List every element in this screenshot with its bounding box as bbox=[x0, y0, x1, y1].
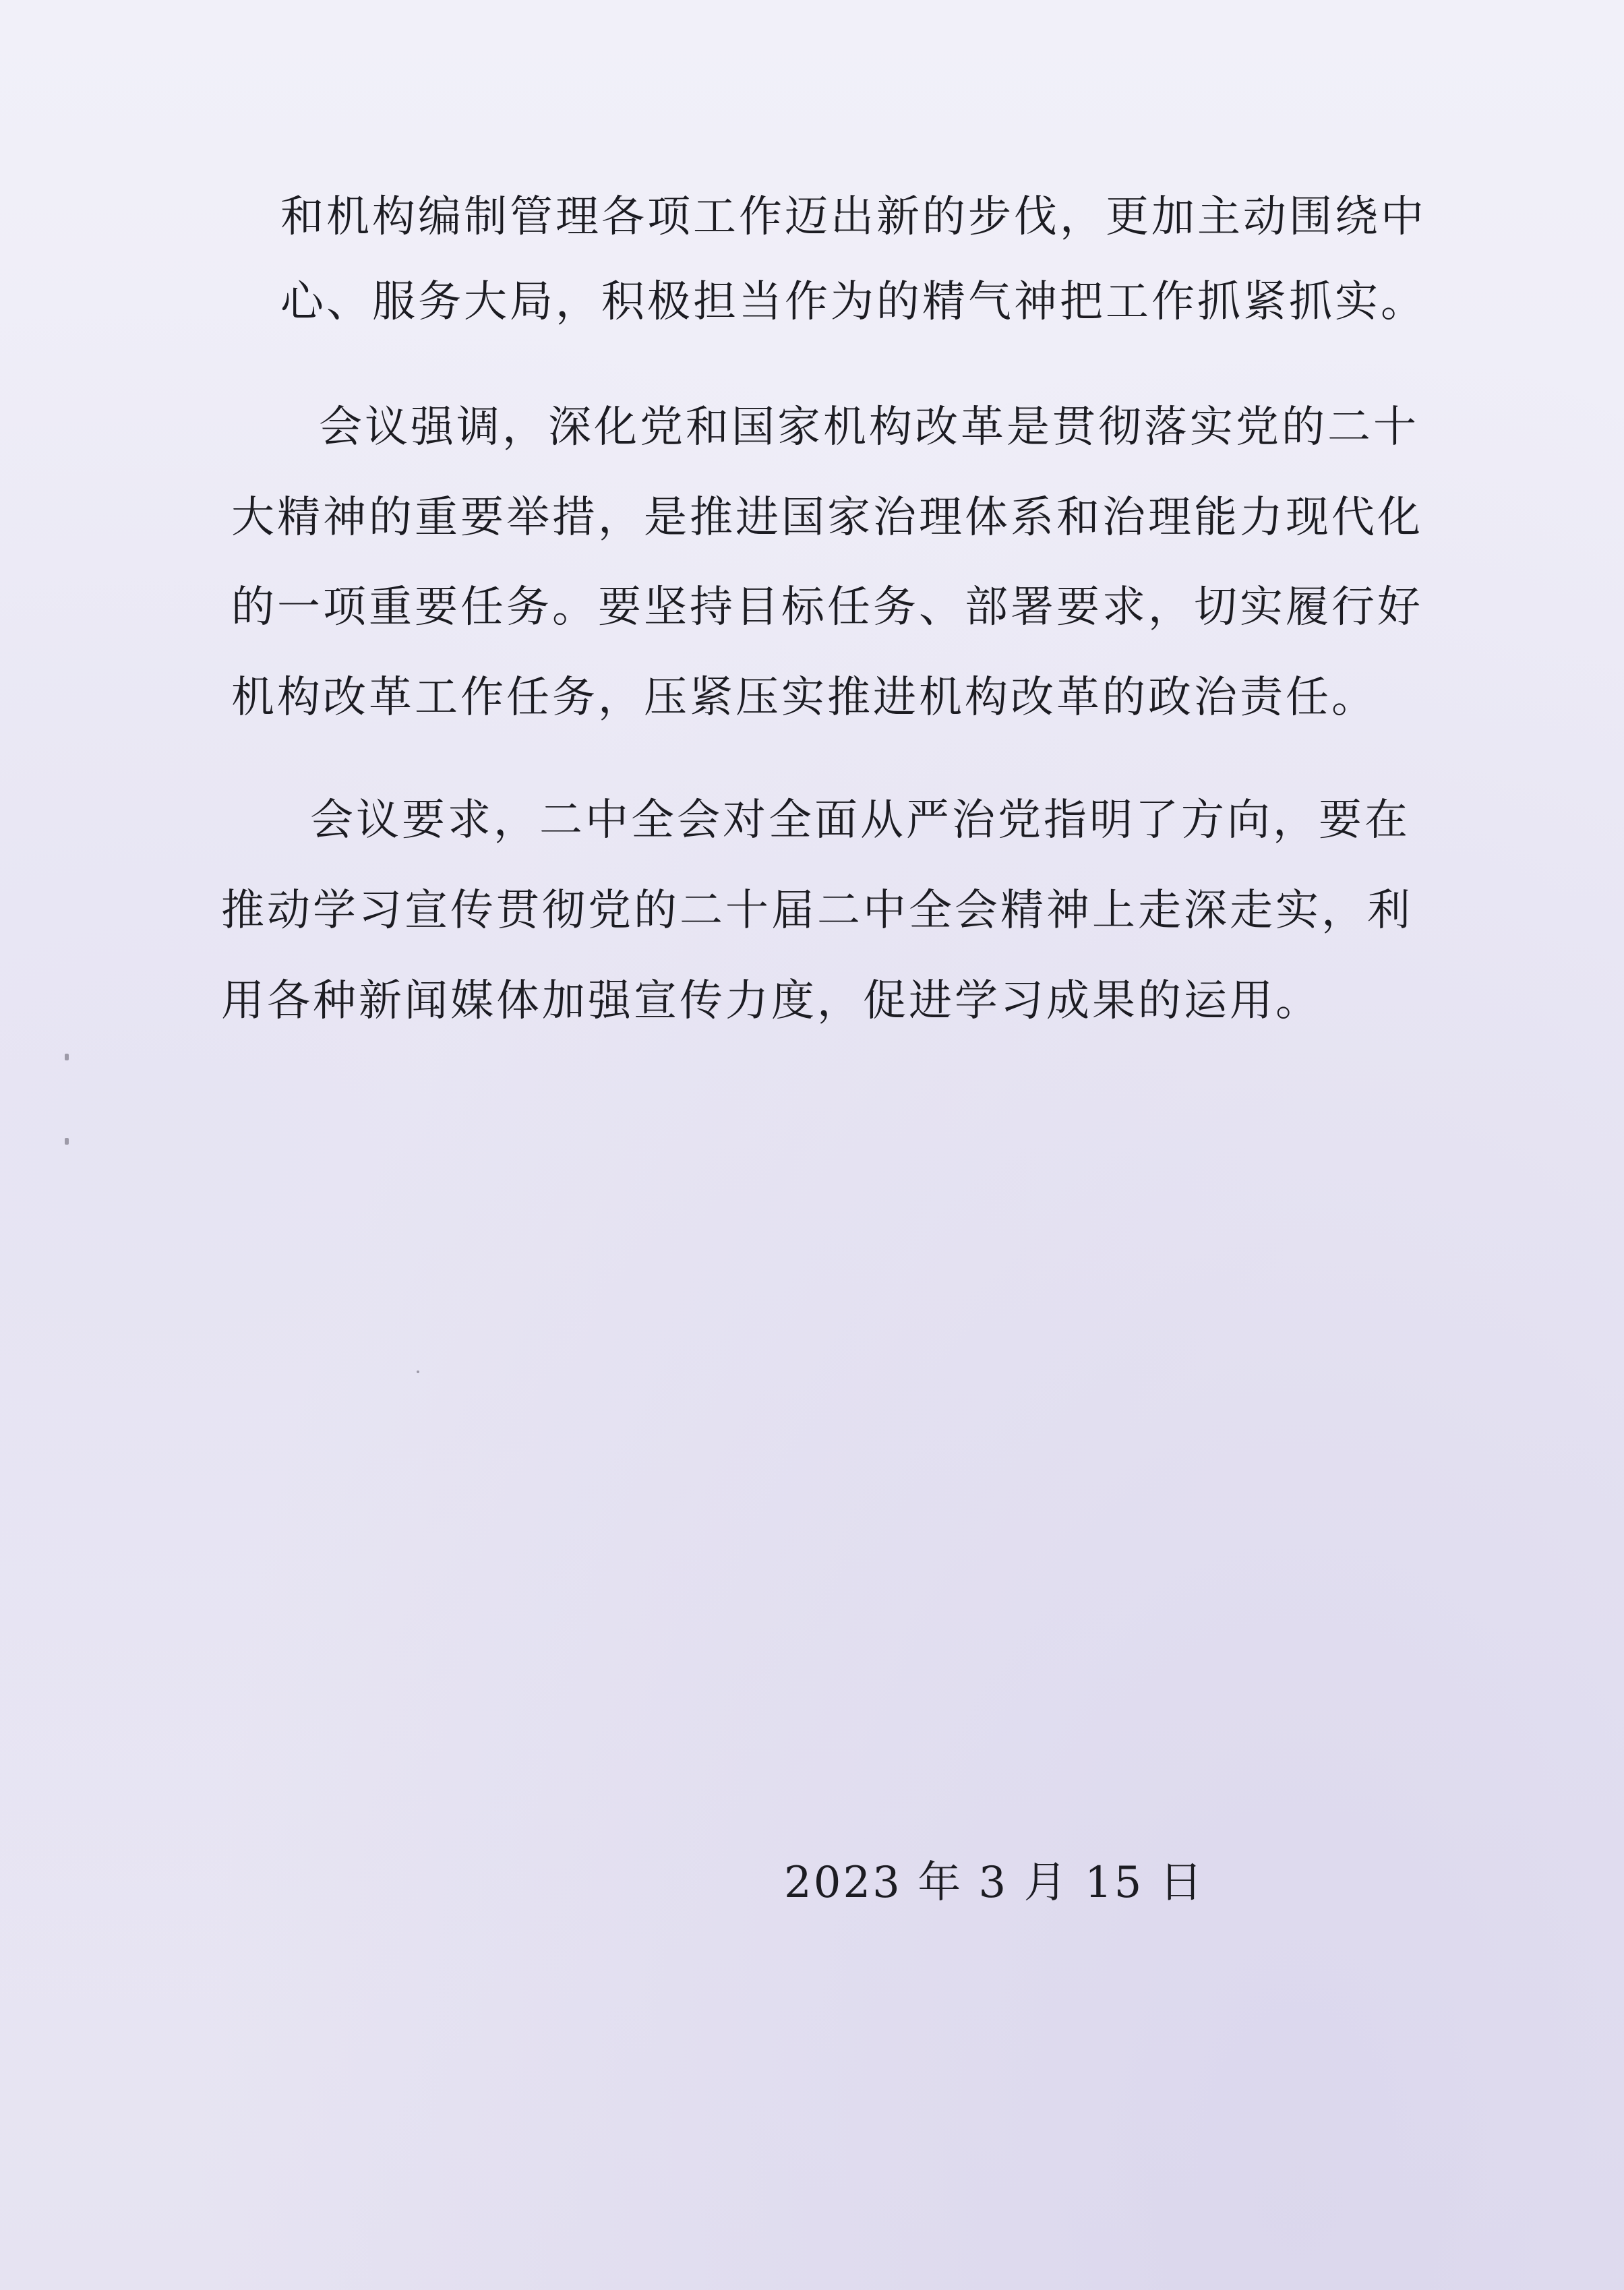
paragraph-line: 会议要求，二中全会对全面从严治党指明了方向，要在 bbox=[310, 795, 1410, 845]
paragraph-line: 的一项重要任务。要坚持目标任务、部署要求，切实履行好 bbox=[231, 582, 1423, 632]
paragraph-line: 推动学习宣传贯彻党的二十届二中全会精神上走深走实，利 bbox=[221, 886, 1413, 936]
scan-speck bbox=[417, 1370, 419, 1373]
scan-speck bbox=[65, 1138, 69, 1145]
document-date: 2023 年 3 月 15 日 bbox=[784, 1858, 1205, 1908]
paragraph-line: 会议强调，深化党和国家机构改革是贯彻落实党的二十 bbox=[319, 402, 1419, 452]
paragraph-line: 和机构编制管理各项工作迈出新的步伐，更加主动围绕中 bbox=[280, 192, 1426, 242]
paragraph-line: 大精神的重要举措，是推进国家治理体系和治理能力现代化 bbox=[231, 493, 1423, 543]
paragraph-line: 机构改革工作任务，压紧压实推进机构改革的政治责任。 bbox=[231, 673, 1377, 723]
paragraph-line: 心、服务大局，积极担当作为的精气神把工作抓紧抓实。 bbox=[280, 277, 1426, 327]
scan-speck bbox=[65, 1054, 69, 1060]
paragraph-line: 用各种新闻媒体加强宣传力度，促进学习成果的运用。 bbox=[221, 976, 1321, 1026]
